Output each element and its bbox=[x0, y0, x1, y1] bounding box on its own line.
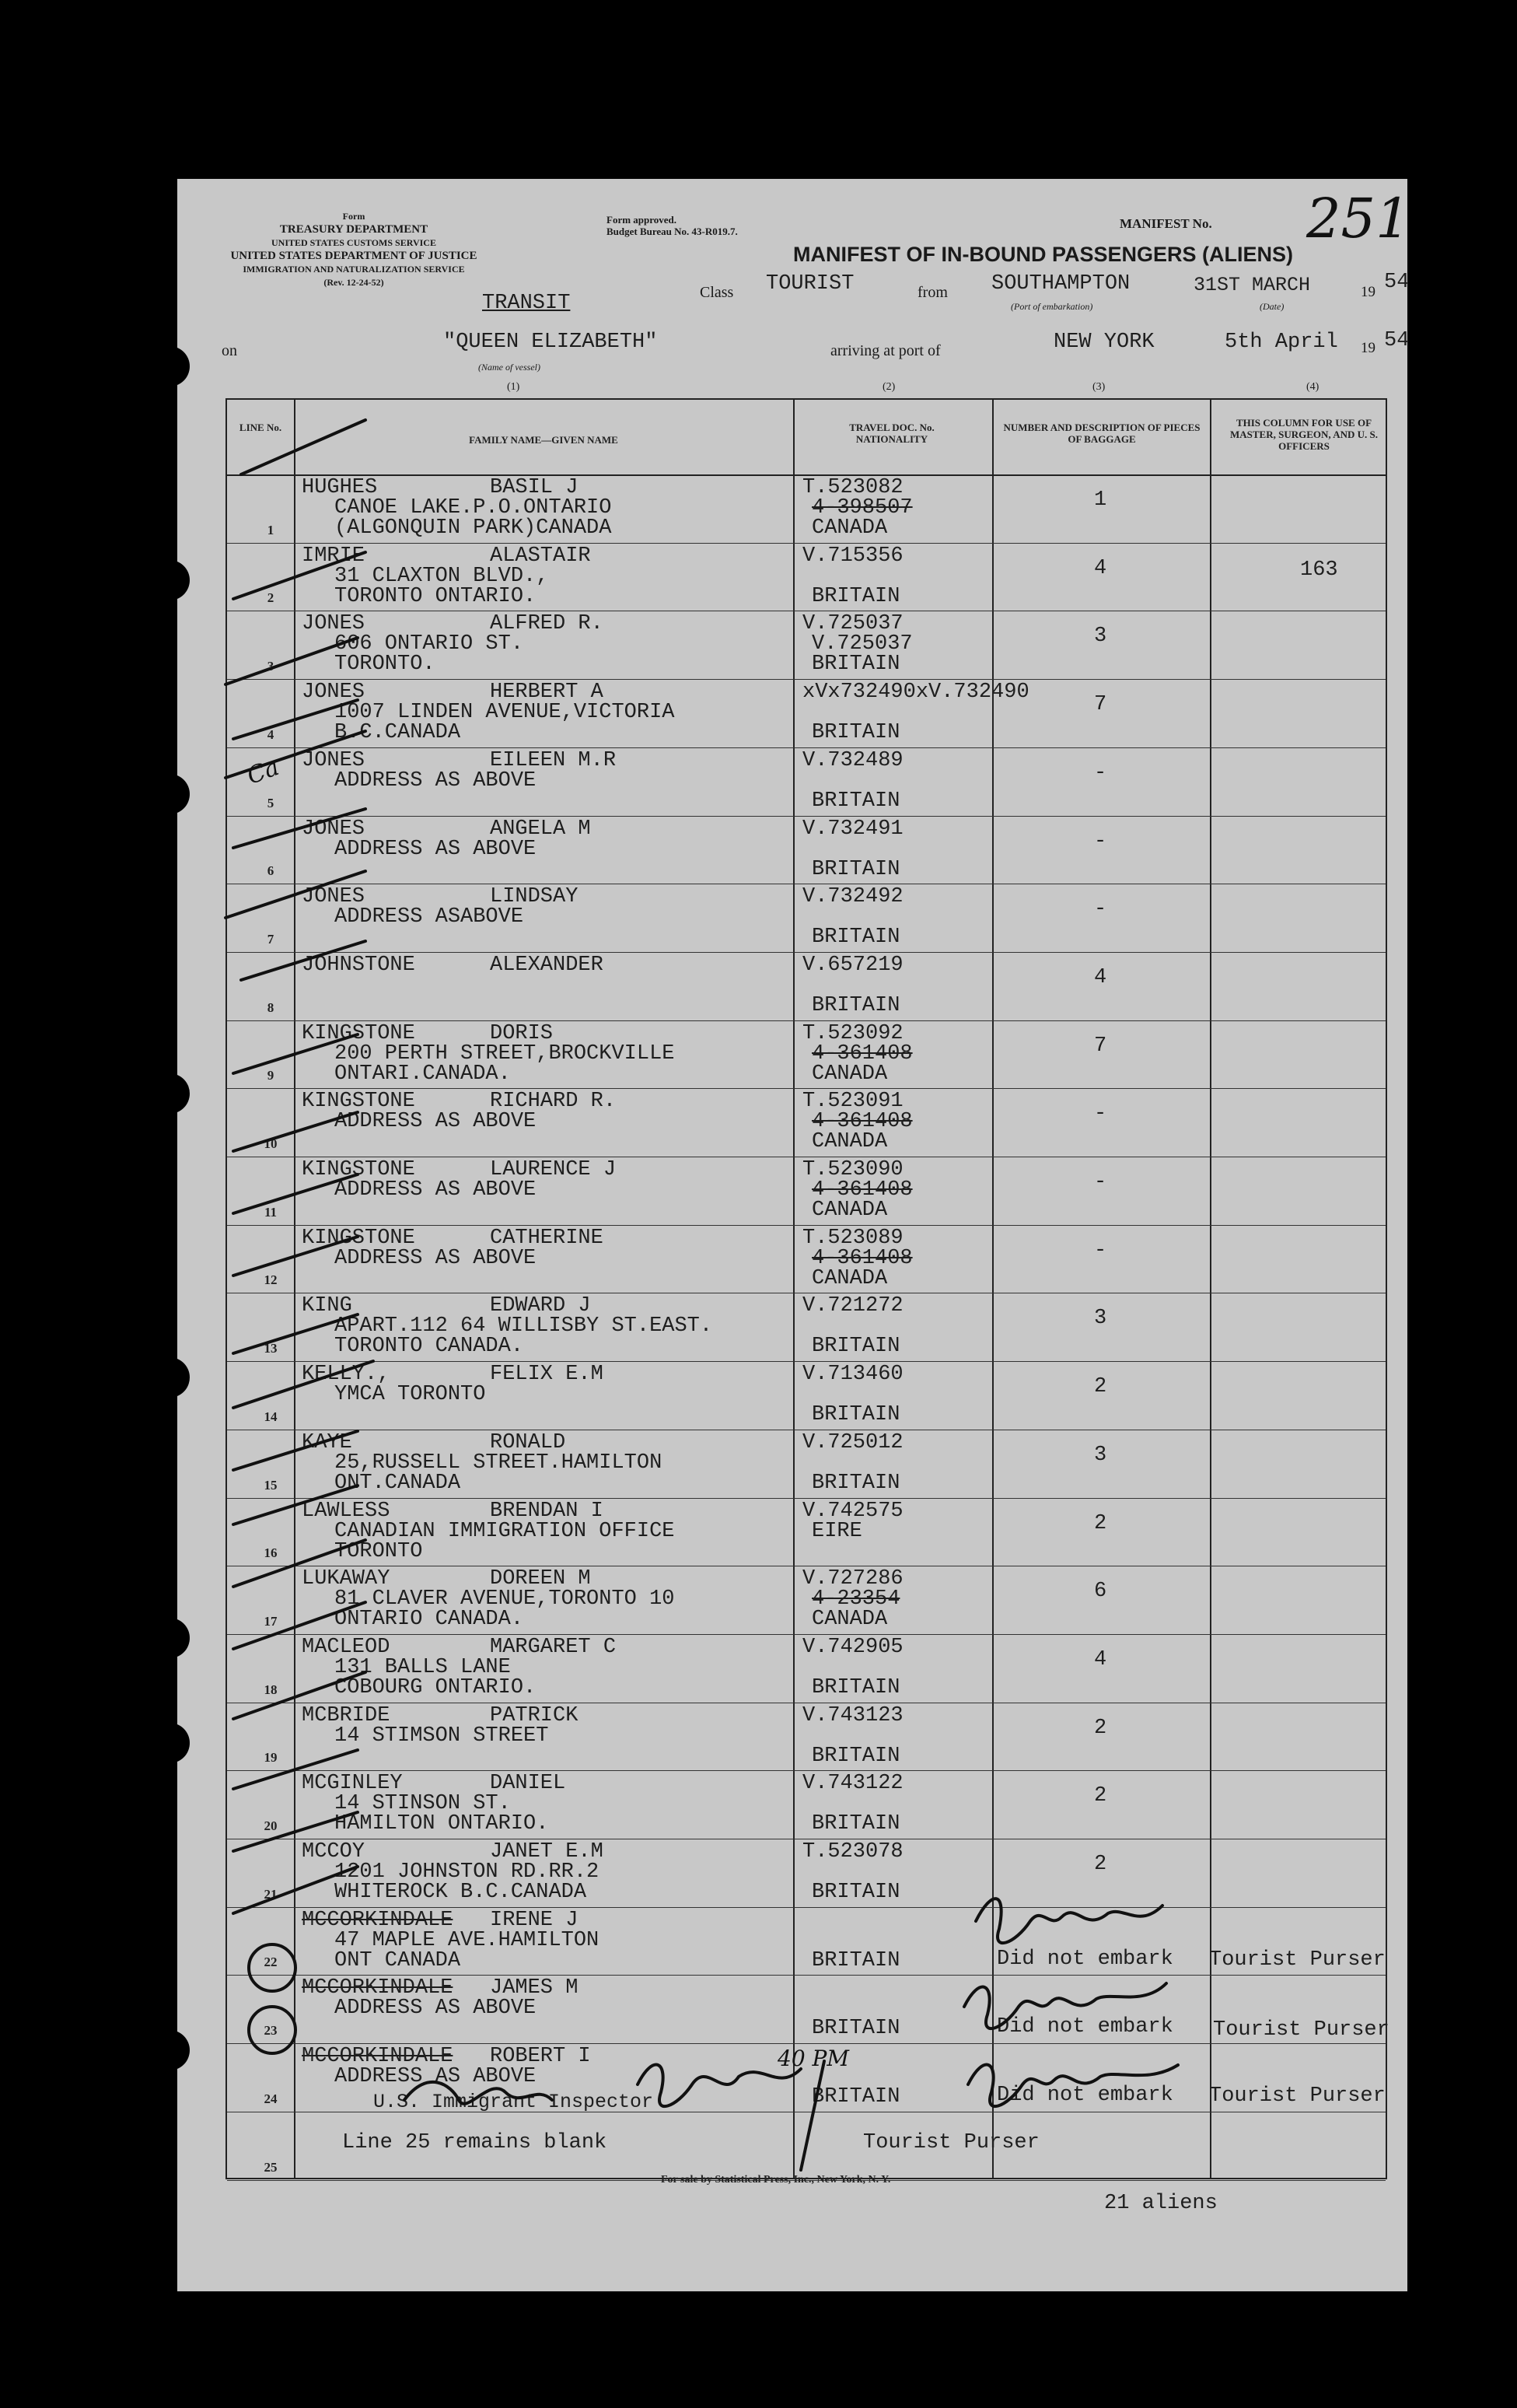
given-name: FELIX E.M bbox=[490, 1363, 603, 1387]
family-name: KINGSTONE bbox=[302, 1226, 415, 1250]
family-name: MCBRIDE bbox=[302, 1703, 390, 1727]
given-name: RICHARD R. bbox=[490, 1090, 617, 1114]
nationality: BRITAIN bbox=[812, 2017, 900, 2041]
line-number: 22 bbox=[264, 1955, 278, 1970]
vessel-value: "QUEEN ELIZABETH" bbox=[443, 331, 658, 354]
nationality: BRITAIN bbox=[812, 789, 900, 813]
travel-doc-number: V.657219 bbox=[802, 953, 904, 977]
us-inspector: U.S. Immigrant Inspector bbox=[373, 2091, 654, 2113]
line-number: 13 bbox=[264, 1341, 278, 1356]
address-line-1: ADDRESS AS ABOVE bbox=[334, 1110, 537, 1134]
nationality: CANADA bbox=[812, 1608, 888, 1632]
given-name: LAURENCE J bbox=[490, 1158, 617, 1181]
address-line-1: ADDRESS AS ABOVE bbox=[334, 2065, 537, 2089]
travel-doc-number: V.725037 bbox=[802, 612, 904, 636]
rev-label: (Rev. 12-24-52) bbox=[323, 277, 384, 288]
address-line-2: TORONTO. bbox=[334, 653, 435, 677]
baggage-count: 2 bbox=[1094, 1511, 1107, 1535]
col-num-1: (1) bbox=[507, 381, 520, 393]
vessel-caption: (Name of vessel) bbox=[478, 362, 540, 373]
family-name: JONES bbox=[302, 817, 365, 841]
tourist-purser-2: Tourist Purser bbox=[1213, 2018, 1389, 2042]
given-name: RONALD bbox=[490, 1430, 566, 1454]
baggage-count: 1 bbox=[1094, 488, 1107, 512]
line-number: 6 bbox=[267, 863, 274, 879]
address-line-1: 131 BALLS LANE bbox=[334, 1655, 511, 1679]
address-line-2: HAMILTON ONTARIO. bbox=[334, 1812, 549, 1836]
address-line-1: 47 MAPLE AVE.HAMILTON bbox=[334, 1928, 599, 1952]
address-line-1: 14 STIMSON STREET bbox=[334, 1724, 549, 1748]
col-num-4: (4) bbox=[1306, 381, 1320, 393]
travel-doc-number: T.523082 bbox=[802, 476, 904, 499]
address-line-1: 1201 JOHNSTON RD.RR.2 bbox=[334, 1860, 599, 1884]
address-line-2: WHITEROCK B.C.CANADA bbox=[334, 1881, 587, 1904]
given-name: BASIL J bbox=[490, 476, 578, 499]
baggage-count: 7 bbox=[1094, 693, 1107, 717]
travel-doc-number: V.727286 bbox=[802, 1567, 904, 1591]
baggage-count: 6 bbox=[1094, 1580, 1107, 1604]
signature-row22 bbox=[976, 1899, 1162, 1943]
manifest-no: 251 bbox=[1306, 187, 1410, 250]
address-line-2: ONTARI.CANADA. bbox=[334, 1062, 511, 1086]
line-number: 19 bbox=[264, 1750, 278, 1766]
line25-note: Line 25 remains blank bbox=[342, 2131, 607, 2154]
from-value: SOUTHAMPTON bbox=[991, 272, 1131, 296]
tourist-purser-1: Tourist Purser bbox=[1209, 1948, 1386, 1972]
nationality: BRITAIN bbox=[812, 1335, 900, 1359]
family-name: JONES bbox=[302, 885, 365, 909]
nationality: BRITAIN bbox=[812, 1675, 900, 1699]
line-number: 18 bbox=[264, 1682, 278, 1697]
travel-doc-number: T.523091 bbox=[802, 1090, 904, 1114]
col-header-travel-doc: TRAVEL DOC. No. NATIONALITY bbox=[849, 422, 935, 445]
given-name: JAMES M bbox=[490, 1976, 578, 2000]
budget-bureau: Budget Bureau No. 43-R019.7. bbox=[606, 226, 738, 237]
baggage-count: 2 bbox=[1094, 1784, 1107, 1808]
arriving-label: arriving at port of bbox=[830, 342, 941, 359]
nationality: BRITAIN bbox=[812, 1744, 900, 1768]
line-number: 12 bbox=[264, 1272, 278, 1288]
address-line-2: B.C.CANADA bbox=[334, 721, 461, 745]
nationality: BRITAIN bbox=[812, 926, 900, 950]
address-line-1: ADDRESS AS ABOVE bbox=[334, 1246, 537, 1270]
line-number: 2 bbox=[267, 590, 274, 606]
customs-label: UNITED STATES CUSTOMS SERVICE bbox=[271, 237, 436, 248]
family-name: IMRIE bbox=[302, 544, 365, 568]
justice-label: UNITED STATES DEPARTMENT OF JUSTICE bbox=[230, 250, 477, 262]
address-line-1: 14 STINSON ST. bbox=[334, 1792, 511, 1816]
family-name: MACLEOD bbox=[302, 1635, 390, 1659]
address-line-1: ADDRESS AS ABOVE bbox=[334, 1178, 537, 1202]
family-name: KINGSTONE bbox=[302, 1090, 415, 1114]
col-header-line-no: LINE No. bbox=[239, 422, 282, 433]
treasury-label: TREASURY DEPARTMENT bbox=[279, 223, 428, 236]
circle-row23 bbox=[249, 2007, 295, 2053]
family-name: JONES bbox=[302, 612, 365, 636]
address-line-1: 25,RUSSELL STREET.HAMILTON bbox=[334, 1451, 662, 1475]
travel-doc-number: V.715356 bbox=[802, 544, 904, 568]
given-name: EILEEN M.R bbox=[490, 748, 617, 772]
travel-doc-number: V.742575 bbox=[802, 1499, 904, 1523]
travel-doc-number-2: 4-361408 bbox=[812, 1246, 913, 1270]
family-name: MCCORKINDALE bbox=[302, 2045, 453, 2069]
family-name: MCCORKINDALE bbox=[302, 1908, 453, 1932]
baggage-count: - bbox=[1094, 1102, 1107, 1126]
arrival-port: NEW YORK bbox=[1054, 331, 1155, 354]
given-name: DANIEL bbox=[490, 1772, 566, 1796]
address-line-1: ADDRESS AS ABOVE bbox=[334, 1997, 537, 2021]
nationality: BRITAIN bbox=[812, 1948, 900, 1972]
baggage-count: 2 bbox=[1094, 1375, 1107, 1399]
travel-doc-number-2: V.725037 bbox=[812, 632, 913, 656]
baggage-count: 2 bbox=[1094, 1716, 1107, 1740]
baggage-count: - bbox=[1094, 1171, 1107, 1194]
address-line-1: 606 ONTARIO ST. bbox=[334, 632, 524, 656]
line-number: 21 bbox=[264, 1886, 278, 1902]
travel-doc-number: T.523090 bbox=[802, 1158, 904, 1181]
address-line-1: CANOE LAKE.P.O.ONTARIO bbox=[334, 496, 612, 520]
given-name: CATHERINE bbox=[490, 1226, 603, 1250]
address-line-1: 200 PERTH STREET,BROCKVILLE bbox=[334, 1041, 675, 1066]
travel-doc-number-2: 4-361408 bbox=[812, 1178, 913, 1202]
nationality: BRITAIN bbox=[812, 1812, 900, 1836]
col-num-2: (2) bbox=[883, 381, 896, 393]
line-number: 25 bbox=[264, 2159, 278, 2175]
family-name: KELLY., bbox=[302, 1363, 390, 1387]
address-line-2: (ALGONQUIN PARK)CANADA bbox=[334, 516, 612, 540]
given-name: HERBERT A bbox=[490, 681, 603, 705]
arrival-year-prefix: 19 bbox=[1361, 340, 1375, 356]
address-line-1: 1007 LINDEN AVENUE,VICTORIA bbox=[334, 701, 675, 725]
signature-row24 bbox=[968, 2065, 1178, 2107]
nationality: CANADA bbox=[812, 1199, 888, 1222]
arrival-year-suffix: 54 bbox=[1384, 329, 1410, 352]
address-line-1: APART.112 64 WILLISBY ST.EAST. bbox=[334, 1314, 713, 1339]
officer-note: 163 bbox=[1300, 558, 1338, 582]
circle-row22 bbox=[249, 1944, 295, 1991]
travel-doc-number: T.523078 bbox=[802, 1840, 904, 1864]
family-name: LUKAWAY bbox=[302, 1567, 390, 1591]
baggage-count: - bbox=[1094, 761, 1107, 785]
year-prefix: 19 bbox=[1361, 284, 1375, 300]
year-suffix: 54 bbox=[1384, 271, 1410, 294]
address-line-1: CANADIAN IMMIGRATION OFFICE bbox=[334, 1519, 675, 1543]
baggage-count: 4 bbox=[1094, 1647, 1107, 1671]
travel-doc-number-2: EIRE bbox=[812, 1519, 862, 1543]
baggage-count: 4 bbox=[1094, 965, 1107, 989]
family-name: MCGINLEY bbox=[302, 1772, 403, 1796]
on-label: on bbox=[222, 342, 237, 359]
col-header-name: FAMILY NAME—GIVEN NAME bbox=[469, 434, 618, 446]
line-number: 16 bbox=[264, 1545, 278, 1561]
line-number: 9 bbox=[267, 1068, 274, 1083]
line-number: 23 bbox=[264, 2023, 278, 2039]
col-num-3: (3) bbox=[1092, 381, 1106, 393]
footer-publisher: For sale by Statistical Press, Inc., New York, N. Y. bbox=[661, 2174, 891, 2186]
given-name: PATRICK bbox=[490, 1703, 578, 1727]
baggage-count: 3 bbox=[1094, 1307, 1107, 1331]
travel-doc-number: V.732491 bbox=[802, 817, 904, 841]
given-name: MARGARET C bbox=[490, 1635, 617, 1659]
arrival-date: 5th April bbox=[1225, 331, 1338, 354]
given-name: DOREEN M bbox=[490, 1567, 591, 1591]
given-name: ANGELA M bbox=[490, 817, 591, 841]
address-line-1: YMCA TORONTO bbox=[334, 1383, 486, 1407]
line-number: 1 bbox=[267, 522, 274, 537]
given-name: ALEXANDER bbox=[490, 953, 603, 977]
baggage-count: - bbox=[1094, 898, 1107, 922]
aliens-count: 21 aliens bbox=[1104, 2192, 1218, 2215]
travel-doc-number: V.725012 bbox=[802, 1430, 904, 1454]
address-line-2: ONTARIO CANADA. bbox=[334, 1608, 524, 1632]
family-name: JOHNSTONE bbox=[302, 953, 415, 977]
officer-note: Did not embark bbox=[997, 2015, 1173, 2039]
family-name: KAYE bbox=[302, 1430, 352, 1454]
family-name: LAWLESS bbox=[302, 1499, 390, 1523]
given-name: BRENDAN I bbox=[490, 1499, 603, 1523]
address-line-2: COBOURG ONTARIO. bbox=[334, 1675, 537, 1699]
nationality: BRITAIN bbox=[812, 653, 900, 677]
date-caption: (Date) bbox=[1260, 301, 1285, 312]
line-number: 14 bbox=[264, 1409, 278, 1424]
nationality: CANADA bbox=[812, 1130, 888, 1154]
ca-mark: Ca bbox=[243, 754, 283, 790]
address-line-2: TORONTO CANADA. bbox=[334, 1335, 524, 1359]
travel-doc-number: T.523092 bbox=[802, 1021, 904, 1045]
address-line-1: 31 CLAXTON BLVD., bbox=[334, 564, 549, 588]
line-number: 5 bbox=[267, 795, 274, 810]
address-line-1: 81 CLAVER AVENUE,TORONTO 10 bbox=[334, 1587, 675, 1612]
address-line-1: ADDRESS ASABOVE bbox=[334, 905, 524, 929]
address-line-2: TORONTO ONTARIO. bbox=[334, 584, 537, 608]
address-line-2: TORONTO bbox=[334, 1539, 423, 1563]
line25-purser: Tourist Purser bbox=[863, 2131, 1040, 2154]
travel-doc-number-2: 4-361408 bbox=[812, 1041, 913, 1066]
nationality: BRITAIN bbox=[812, 1403, 900, 1427]
line-number: 10 bbox=[264, 1136, 278, 1151]
baggage-count: 3 bbox=[1094, 625, 1107, 649]
address-line-1: ADDRESS AS ABOVE bbox=[334, 768, 537, 793]
officer-note: Did not embark bbox=[997, 2084, 1173, 2108]
port-caption: (Port of embarkation) bbox=[1011, 301, 1093, 312]
travel-doc-number: V.742905 bbox=[802, 1635, 904, 1659]
nationality: BRITAIN bbox=[812, 1881, 900, 1904]
given-name: JANET E.M bbox=[490, 1840, 603, 1864]
address-line-1: ADDRESS AS ABOVE bbox=[334, 837, 537, 861]
officer-note: Did not embark bbox=[997, 1947, 1173, 1971]
baggage-count: 4 bbox=[1094, 556, 1107, 580]
line-number: 11 bbox=[264, 1204, 278, 1220]
given-name: LINDSAY bbox=[490, 885, 578, 909]
line-number: 7 bbox=[267, 931, 274, 947]
travel-doc-number: xVx732490xV.732490 bbox=[802, 681, 1029, 705]
family-name: KING bbox=[302, 1294, 352, 1318]
baggage-count: - bbox=[1094, 829, 1107, 853]
nationality: BRITAIN bbox=[812, 993, 900, 1017]
tick-strokes bbox=[225, 420, 373, 1913]
travel-doc-number: V.721272 bbox=[802, 1294, 904, 1318]
baggage-count: 3 bbox=[1094, 1443, 1107, 1467]
tourist-purser-3: Tourist Purser bbox=[1209, 2084, 1386, 2108]
line-number: 4 bbox=[267, 726, 274, 742]
nationality: BRITAIN bbox=[812, 1471, 900, 1495]
given-name: ALASTAIR bbox=[490, 544, 591, 568]
line-number: 24 bbox=[264, 2091, 278, 2106]
family-name: JONES bbox=[302, 681, 365, 705]
line-number: 15 bbox=[264, 1477, 278, 1493]
given-name: ALFRED R. bbox=[490, 612, 603, 636]
class-value: TOURIST bbox=[766, 272, 855, 296]
travel-doc-number: V.743122 bbox=[802, 1772, 904, 1796]
nationality: CANADA bbox=[812, 1266, 888, 1290]
address-line-2: ONT CANADA bbox=[334, 1948, 461, 1972]
form-approved: Form approved. bbox=[606, 214, 677, 226]
travel-doc-number-2: 4-23354 bbox=[812, 1587, 900, 1612]
line-number: 3 bbox=[267, 659, 274, 674]
travel-doc-number-2: 4-361408 bbox=[812, 1110, 913, 1134]
given-name: ROBERT I bbox=[490, 2045, 591, 2069]
family-name: JONES bbox=[302, 748, 365, 772]
family-name: KINGSTONE bbox=[302, 1021, 415, 1045]
transit-label: TRANSIT bbox=[482, 292, 571, 315]
nationality: BRITAIN bbox=[812, 721, 900, 745]
family-name: MCCORKINDALE bbox=[302, 1976, 453, 2000]
time-mark: 40 PM bbox=[778, 2046, 850, 2071]
signature-row23 bbox=[964, 1983, 1166, 2028]
nationality: CANADA bbox=[812, 1062, 888, 1086]
nationality: CANADA bbox=[812, 516, 888, 540]
given-name: IRENE J bbox=[490, 1908, 578, 1932]
line-number: 20 bbox=[264, 1818, 278, 1833]
family-name: HUGHES bbox=[302, 476, 378, 499]
given-name: DORIS bbox=[490, 1021, 554, 1045]
inspector-signature bbox=[404, 2061, 824, 2170]
nationality: BRITAIN bbox=[812, 584, 900, 608]
baggage-count: 7 bbox=[1094, 1034, 1107, 1058]
address-line-2: ONT.CANADA bbox=[334, 1471, 461, 1495]
travel-doc-number: T.523089 bbox=[802, 1226, 904, 1250]
family-name: KINGSTONE bbox=[302, 1158, 415, 1181]
manifest-no-label: MANIFEST No. bbox=[1120, 216, 1212, 231]
travel-doc-number: V.732492 bbox=[802, 885, 904, 909]
class-label: Class bbox=[700, 284, 734, 301]
form-label: Form bbox=[342, 211, 365, 222]
line-number: 8 bbox=[267, 999, 274, 1015]
line-number: 17 bbox=[264, 1613, 278, 1629]
nationality: BRITAIN bbox=[812, 2085, 900, 2109]
travel-doc-number: V.732489 bbox=[802, 748, 904, 772]
family-name: MCCOY bbox=[302, 1840, 365, 1864]
baggage-count: 2 bbox=[1094, 1853, 1107, 1876]
from-label: from bbox=[918, 284, 948, 301]
ins-label: IMMIGRATION AND NATURALIZATION SERVICE bbox=[243, 264, 465, 275]
col-header-baggage: NUMBER AND DESCRIPTION OF PIECES OF BAGGAGE bbox=[1003, 422, 1201, 445]
travel-doc-number: V.713460 bbox=[802, 1363, 904, 1387]
col-header-officers: THIS COLUMN FOR USE OF MASTER, SURGEON, AND U. S. OFFICERS bbox=[1230, 417, 1378, 452]
manifest-title: MANIFEST OF IN-BOUND PASSENGERS (ALIENS) bbox=[793, 243, 1294, 266]
nationality: BRITAIN bbox=[812, 857, 900, 881]
baggage-count: - bbox=[1094, 1238, 1107, 1262]
given-name: EDWARD J bbox=[490, 1294, 591, 1318]
date-value: 31ST MARCH bbox=[1194, 274, 1311, 296]
travel-doc-number: V.743123 bbox=[802, 1703, 904, 1727]
travel-doc-number-2: 4-398507 bbox=[812, 496, 913, 520]
